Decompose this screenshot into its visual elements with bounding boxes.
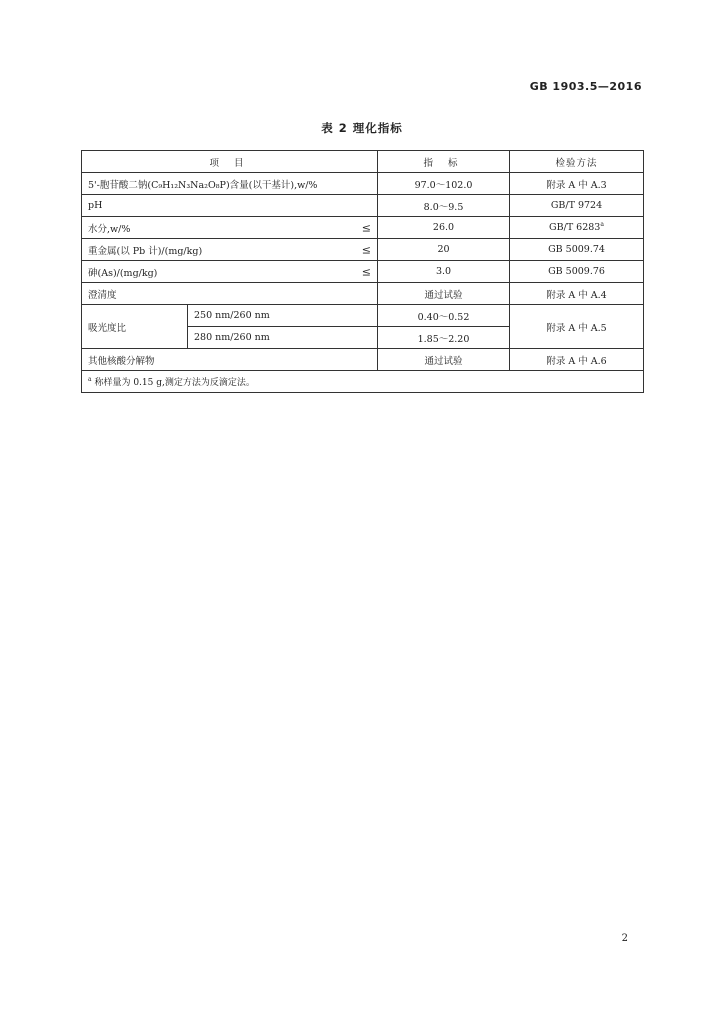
row-subitem: 280 nm/260 nm: [188, 327, 378, 349]
row-value: 3.0: [378, 261, 510, 283]
row-method: GB 5009.74: [510, 239, 644, 261]
row-item: [82, 173, 378, 195]
less-equal-symbol: ≤: [361, 265, 371, 278]
row-value: 8.0～9.5: [378, 195, 510, 217]
row-value: 通过试验: [378, 283, 510, 305]
table-row: [82, 283, 644, 305]
item-label: 水分,w/%: [88, 223, 131, 235]
row-method: GB/T 9724: [510, 195, 644, 217]
row-item: [82, 217, 378, 239]
table-header-row: [82, 151, 644, 173]
standard-number: GB 1903.5—2016: [529, 80, 642, 93]
row-method: 附录 A 中 A.3: [510, 173, 644, 195]
table-row: [82, 349, 644, 371]
less-equal-symbol: ≤: [361, 221, 371, 234]
table-row: [82, 261, 644, 283]
row-value: 26.0: [378, 217, 510, 239]
row-method: 附录 A 中 A.5: [510, 305, 644, 349]
row-value: 0.40～0.52: [378, 305, 510, 327]
header-method: 检验方法: [510, 151, 644, 173]
row-method: 附录 A 中 A.4: [510, 283, 644, 305]
header-value: 指 标: [378, 151, 510, 173]
footnote-ref: a: [600, 221, 604, 229]
header-item: 项 目: [82, 151, 378, 173]
table-row: [82, 305, 644, 327]
item-label: 砷(As)/(mg/kg): [88, 267, 158, 279]
page-number: 2: [621, 933, 628, 944]
row-method: 附录 A 中 A.6: [510, 349, 644, 371]
table-row: [82, 173, 644, 195]
item-label: pH: [88, 200, 103, 211]
row-item: [82, 283, 378, 305]
method-text: GB/T 6283: [549, 222, 601, 234]
row-item: [82, 349, 378, 371]
footnote-text: 称样量为 0.15 g,测定方法为反滴定法。: [94, 378, 255, 388]
table-footnote-row: [82, 371, 644, 393]
row-method: GB 5009.76: [510, 261, 644, 283]
item-label: 5'-胞苷酸二钠(C₉H₁₂N₃Na₂O₈P)含量(以干基计),w/%: [88, 179, 318, 191]
row-method: [510, 217, 644, 239]
table-row: [82, 217, 644, 239]
row-value: 通过试验: [378, 349, 510, 371]
table-row: [82, 239, 644, 261]
table-caption: 表 2 理化指标: [321, 121, 403, 135]
footnote-marker: a: [88, 376, 92, 383]
row-value: 20: [378, 239, 510, 261]
row-value: 1.85～2.20: [378, 327, 510, 349]
physicochemical-table: [81, 150, 644, 393]
item-label: 其他核酸分解物: [88, 355, 155, 367]
less-equal-symbol: ≤: [361, 243, 371, 256]
item-label: 澄清度: [88, 289, 117, 301]
table-footnote: [82, 371, 644, 393]
row-value: 97.0～102.0: [378, 173, 510, 195]
row-item: 吸光度比: [82, 305, 188, 349]
row-item: [82, 239, 378, 261]
row-item: [82, 195, 378, 217]
row-item: [82, 261, 378, 283]
row-subitem: 250 nm/260 nm: [188, 305, 378, 327]
item-label: 重金属(以 Pb 计)/(mg/kg): [88, 245, 203, 257]
table-row: [82, 195, 644, 217]
